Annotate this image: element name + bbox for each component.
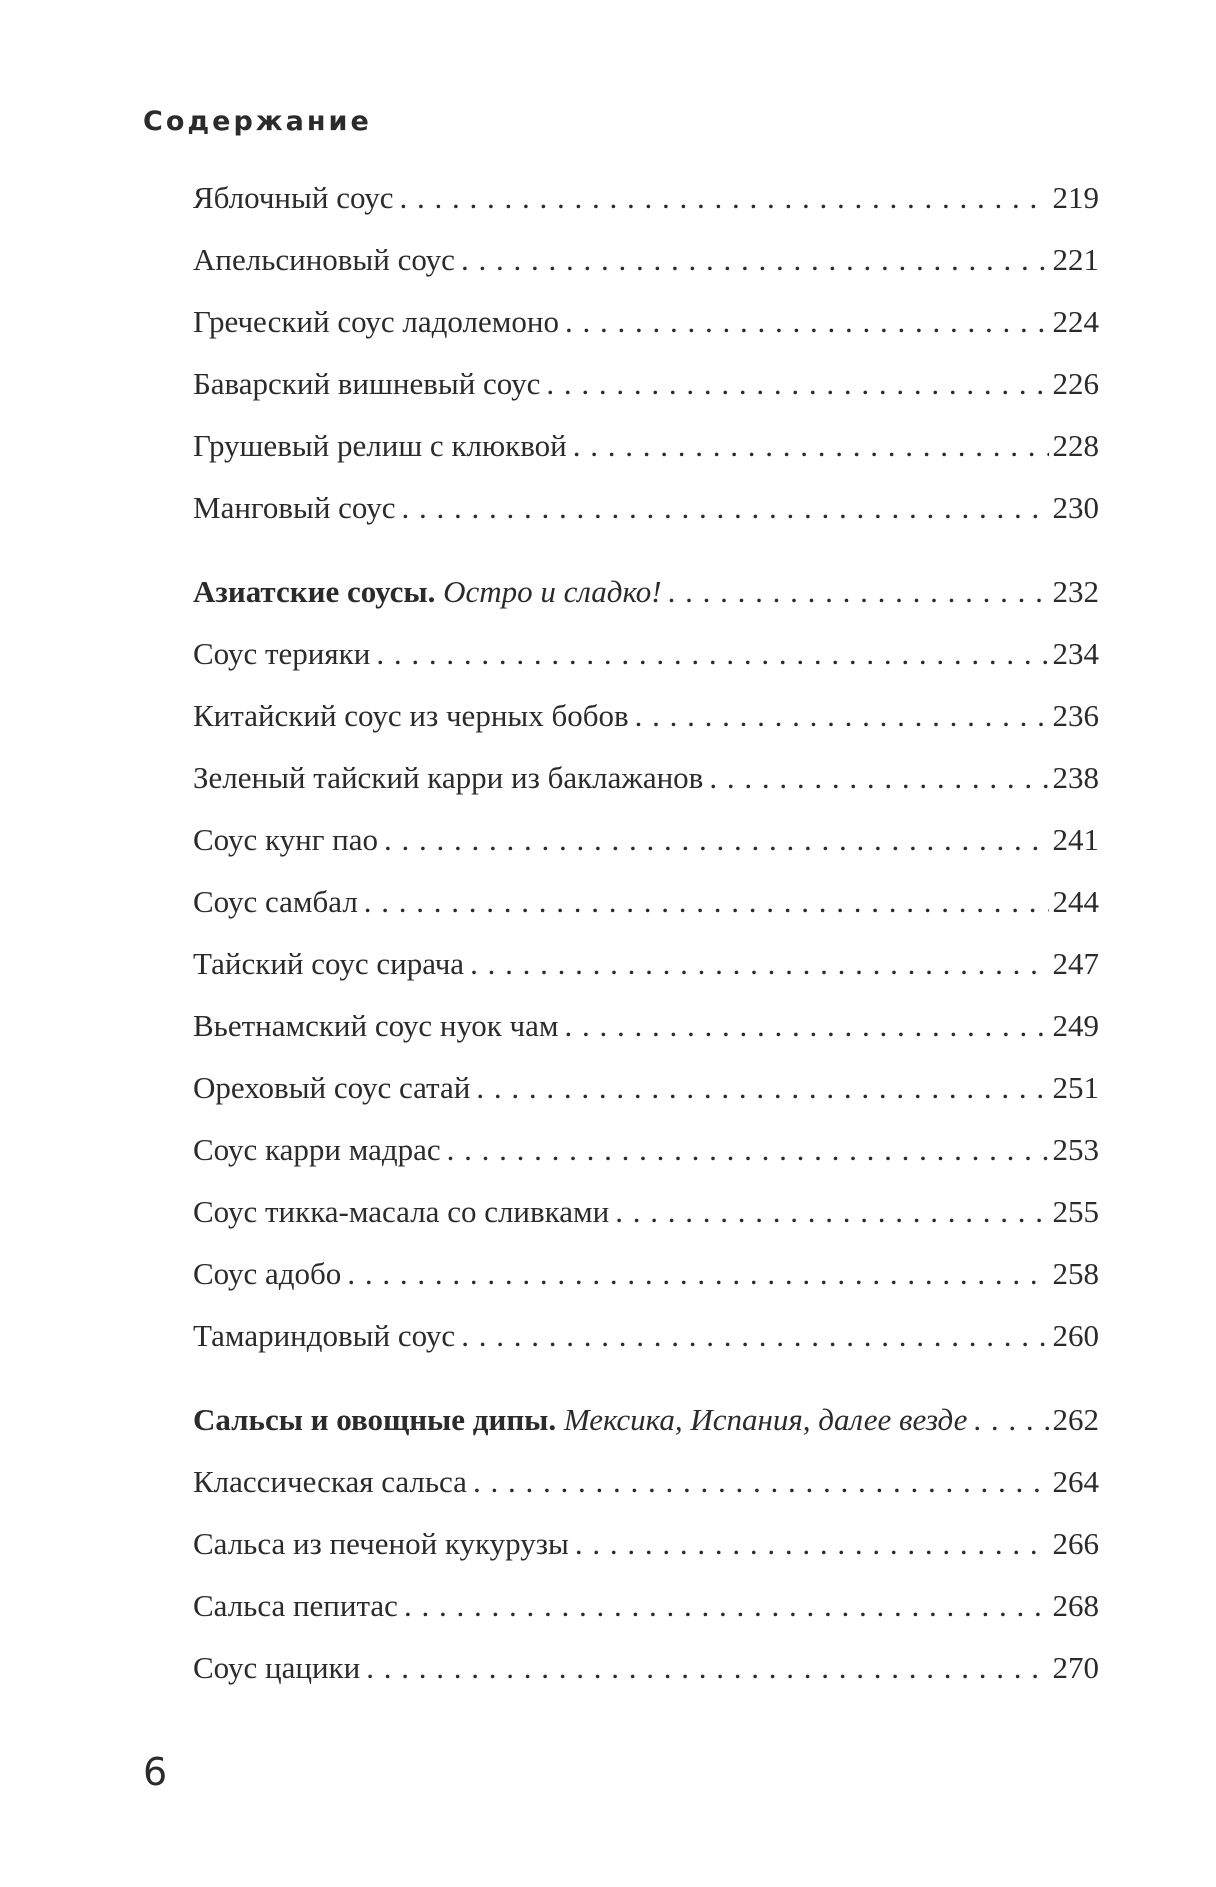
dot-leader: [404, 1586, 1049, 1626]
toc-section-title: [193, 1400, 967, 1440]
dot-leader: [476, 1068, 1048, 1108]
toc-entry-title: Соус самбал: [193, 884, 358, 919]
dot-leader: [473, 1462, 1049, 1502]
toc-entry[interactable]: [193, 1130, 1099, 1192]
dot-leader: [565, 1006, 1049, 1046]
toc-entry[interactable]: [193, 882, 1099, 944]
toc-entry-title: Греческий соус ладолемоно: [193, 304, 559, 339]
toc-section-title: [193, 572, 662, 612]
dot-leader: [347, 1254, 1048, 1294]
toc-entry[interactable]: [193, 1006, 1099, 1068]
toc-entry-title: Соус тикка-масала со сливками: [193, 1194, 610, 1229]
dot-leader: [615, 1192, 1048, 1232]
toc-section-bold: Азиатские соусы.: [193, 574, 436, 609]
dot-leader: [470, 944, 1048, 984]
toc-entry-page: 260: [1052, 1318, 1099, 1353]
dot-leader: [635, 696, 1049, 736]
dot-leader: [402, 488, 1049, 528]
dot-leader: [461, 240, 1049, 280]
toc-entry-page: 236: [1052, 698, 1099, 733]
toc-entry-title: Апельсиновый соус: [193, 242, 455, 277]
toc-entry-title: Манговый соус: [193, 490, 396, 525]
toc-entry-title: Соус адобо: [193, 1256, 342, 1291]
toc-entry[interactable]: [193, 634, 1099, 696]
toc-entry-title: Китайский соус из черных бобов: [193, 698, 629, 733]
dot-leader: [709, 758, 1048, 798]
toc-entry-page: 249: [1052, 1008, 1099, 1043]
toc-entry[interactable]: [193, 1524, 1099, 1586]
dot-leader: [668, 572, 1049, 612]
toc-entry-page: 264: [1052, 1464, 1099, 1499]
toc-section-entry[interactable]: [193, 1400, 1099, 1462]
toc-entry-title: Соус терияки: [193, 636, 371, 671]
toc-entry-page: 234: [1052, 636, 1099, 671]
toc-entry-title: Соус цацики: [193, 1650, 361, 1685]
toc-entry-title: Яблочный соус: [193, 180, 394, 215]
toc-section-italic: Мексика, Испания, далее везде: [563, 1402, 968, 1437]
toc-entry[interactable]: [193, 758, 1099, 820]
toc-entry-title: Ореховый соус сатай: [193, 1070, 471, 1105]
toc-entry-page: 241: [1052, 822, 1099, 857]
toc-entry[interactable]: [193, 240, 1099, 302]
toc-entry-title: Тайский соус сирача: [193, 946, 465, 981]
toc-entry-title: Классическая сальса: [193, 1464, 467, 1499]
toc-entry-page: 219: [1052, 180, 1099, 215]
toc-entry-title: Сальса из печеной кукурузы: [193, 1526, 569, 1561]
toc-entry[interactable]: [193, 488, 1099, 550]
dot-leader: [575, 1524, 1049, 1564]
toc-entry-page: 251: [1052, 1070, 1099, 1105]
toc-section-page: 232: [1052, 574, 1099, 609]
dot-leader: [573, 426, 1049, 466]
toc-entry-title: Тамариндовый соус: [193, 1318, 456, 1353]
dot-leader: [376, 634, 1048, 674]
toc-entry[interactable]: [193, 820, 1099, 882]
toc-entry-page: 255: [1052, 1194, 1099, 1229]
toc-entry[interactable]: [193, 1316, 1099, 1378]
toc-section-bold: Сальсы и овощные дипы.: [193, 1402, 557, 1437]
toc-entry-title: Грушевый релиш с клюквой: [193, 428, 567, 463]
toc-entry-page: 228: [1052, 428, 1099, 463]
toc-entry-title: Сальса пепитас: [193, 1588, 398, 1623]
toc-section-entry[interactable]: [193, 572, 1099, 634]
toc-entry-page: 221: [1052, 242, 1099, 277]
toc-entry-page: 238: [1052, 760, 1099, 795]
dot-leader: [546, 364, 1048, 404]
toc-entry-page: 253: [1052, 1132, 1099, 1167]
toc-entry[interactable]: [193, 178, 1099, 240]
toc-entry-page: 270: [1052, 1650, 1099, 1685]
dot-leader: [384, 820, 1048, 860]
toc-entry[interactable]: [193, 696, 1099, 758]
dot-leader: [366, 1648, 1048, 1688]
toc-entry[interactable]: [193, 1462, 1099, 1524]
toc-entry-page: 266: [1052, 1526, 1099, 1561]
toc-entry-title: Зеленый тайский карри из баклажанов: [193, 760, 704, 795]
dot-leader: [447, 1130, 1049, 1170]
toc-entry-page: 230: [1052, 490, 1099, 525]
toc-entry[interactable]: [193, 426, 1099, 488]
toc-entry-title: Соус кунг пао: [193, 822, 379, 857]
toc-entry-page: 224: [1052, 304, 1099, 339]
toc-entry-page: 226: [1052, 366, 1099, 401]
toc-entry-title: Вьетнамский соус нуок чам: [193, 1008, 559, 1043]
table-of-contents: [193, 178, 1099, 1710]
dot-leader: [400, 178, 1049, 218]
toc-entry-page: 244: [1052, 884, 1099, 919]
toc-entry[interactable]: [193, 1068, 1099, 1130]
page-number: 6: [143, 1750, 168, 1794]
dot-leader: [565, 302, 1049, 342]
toc-section-page: 262: [1052, 1402, 1099, 1437]
toc-entry[interactable]: [193, 1586, 1099, 1648]
toc-section-italic: Остро и сладко!: [443, 574, 662, 609]
toc-entry-page: 268: [1052, 1588, 1099, 1623]
toc-entry[interactable]: [193, 1648, 1099, 1710]
dot-leader: [364, 882, 1049, 922]
toc-entry[interactable]: [193, 302, 1099, 364]
dot-leader: [461, 1316, 1048, 1356]
toc-entry-title: Соус карри мадрас: [193, 1132, 441, 1167]
toc-entry[interactable]: [193, 1254, 1099, 1316]
toc-entry-page: 258: [1052, 1256, 1099, 1291]
toc-entry-title: Баварский вишневый соус: [193, 366, 541, 401]
toc-entry-page: 247: [1052, 946, 1099, 981]
toc-entry[interactable]: [193, 944, 1099, 1006]
toc-entry[interactable]: [193, 1192, 1099, 1254]
page-header-title: Содержание: [143, 106, 372, 137]
dot-leader: [973, 1400, 1048, 1440]
toc-entry[interactable]: [193, 364, 1099, 426]
